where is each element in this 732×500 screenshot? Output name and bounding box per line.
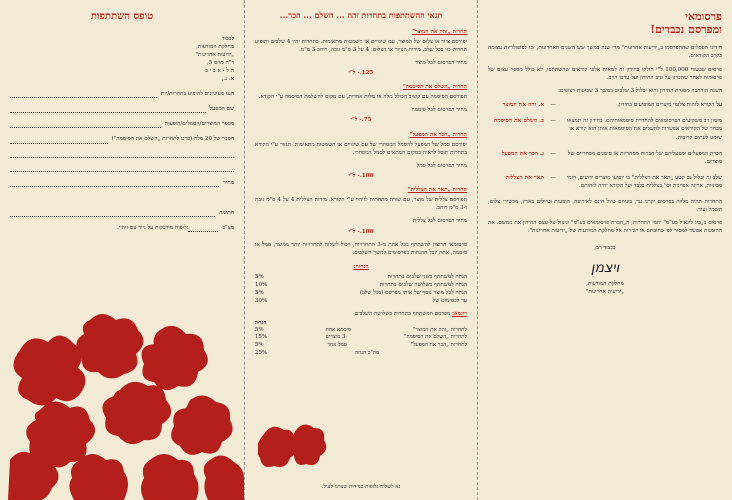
option-label: ב. השלם את הסיסמה bbox=[493, 118, 544, 125]
discount-row bbox=[255, 281, 467, 289]
puzzle-piece bbox=[171, 395, 233, 454]
field-label: מחיר bbox=[223, 179, 234, 186]
option-text: על הקורא לזהות צלומי מוצרים המופיעים בחידון. bbox=[617, 101, 722, 108]
field-label: מצ"ב bbox=[222, 224, 234, 231]
combo-pct: 15% bbox=[255, 334, 267, 341]
option-know-factory: הכרת המפעלים ומפעליהם של חברות מסחריות או סימנים מסחריים של מוצרים. — ג. הכר את המפעל bbox=[488, 150, 722, 166]
form-field-signature[interactable] bbox=[10, 209, 234, 217]
price-value: 100.- ל"י bbox=[348, 228, 374, 235]
form-field-blank[interactable] bbox=[10, 165, 234, 172]
small-puzzle-pieces-graphic bbox=[258, 420, 328, 470]
discount-pct: 10% bbox=[255, 282, 268, 289]
enclosed-text: גלופות מודבקות על נייר עם זיהוי. bbox=[117, 224, 189, 231]
price-value: 75.- ל"י bbox=[350, 117, 372, 124]
section-text: תפורסם הסיסמה עם קוצוב הכולל מלה או מלות אחדות, עם מקום להשלמת הסיסמה ע"י הקורא. bbox=[258, 94, 467, 101]
puzzle-piece bbox=[142, 326, 208, 390]
section-text: יפורסם סמל של המפעל להסמל המסחרי של עם שינויים או השמטות מתאימות. תגזור ע"י הקורא בתחרות תוכל לראות במקום המתאים לסמל המסחרי. bbox=[255, 141, 467, 156]
intro-paragraph: השנה הורחבה מסגרת החידון והוא יכלול 3 שלבים במשך 3 שבועות רצופים: bbox=[558, 87, 722, 94]
puzzle-piece bbox=[141, 454, 199, 500]
terms-title: תנאי ההשתתפות בתחרות זהה ... השלם ... הכר... bbox=[279, 10, 443, 20]
signature-handwritten: ויצמן bbox=[590, 259, 620, 276]
address-line: מחלקת המודעות, bbox=[196, 43, 234, 50]
option-text: הכרת המפעלים ומפעליהם של חברות מסחריות או סימנים מסחריים של מוצרים. bbox=[567, 150, 722, 165]
puzzle-piece bbox=[290, 424, 326, 465]
discount-text: עד לכסימום של bbox=[432, 298, 467, 305]
price-value: 100.- ל"י bbox=[348, 173, 374, 180]
combo-row bbox=[255, 342, 467, 350]
combo-header: הנחה bbox=[255, 319, 267, 326]
field-label: הסבר של 20 מלה (פרט לתחרות „השלם את הסיסמה") bbox=[111, 136, 234, 143]
section-text: תפורסם צללית של מוצר, עם שורה מתחתיה לזיהוי ע"י הקורא. מידות הצללית 4 על 4 ס"מ גובה ו-3 ס"מ רוחב. bbox=[255, 197, 467, 212]
discount-pct: 5% bbox=[255, 290, 264, 297]
option-text: מימון רב משקיעים הפרסומאים להחדרת סיסמאותיהם. בחידון זה תמצאו מבחר של הקוראים אפשרות להשלים את הסיסמאות אותן הוא קורא או שומע לעתים קרובות. bbox=[566, 118, 722, 141]
field-label: מספר המוצרים/הסמלים/הופעות bbox=[164, 121, 234, 128]
discount-row bbox=[255, 289, 467, 297]
closing-paragraph: פרסום ב„ביג ליגאיל בע"מ" יוזמי התחרות, ה„חברת פרסומאים בע"מ" וניצול על עצם החידון את ממשם. את ההזמנות אפשר למסור לפי כתובתם או ישירות אל מחלקת המודעות של „ידיעות אחרונות". bbox=[488, 220, 722, 235]
form-field-explanation[interactable] bbox=[10, 135, 234, 143]
discount-row bbox=[255, 273, 467, 281]
price-value: 125.- ל"י bbox=[348, 70, 374, 77]
discount-pct: 5% bbox=[255, 274, 264, 280]
intro-paragraph: פרסים שבשווי 100,000 ל"י חולקו בחידון זה למאות אלפי קוראים שהשתתפו, לא כולל מספר עצום של פרסומות לאחר שהכרזו על טיב החידון ועל ערכו הרב. bbox=[488, 66, 722, 81]
paper-name: „ידיעות אחרונות" bbox=[585, 289, 625, 296]
form-field-blank[interactable] bbox=[10, 151, 234, 158]
address-line: ר"ח מוזס 5, bbox=[206, 59, 234, 66]
combo-pct: 5% bbox=[255, 342, 264, 349]
puzzle-pieces-graphic bbox=[0, 310, 244, 500]
section-head: תחרות „הכר את המפעל" bbox=[409, 131, 467, 138]
discount-row bbox=[255, 297, 467, 305]
address-line: „ידיעות אחרונות" bbox=[195, 51, 234, 58]
puzzle-piece bbox=[76, 314, 143, 379]
example-text: מפרסם המשתתף בתחרות בשלושת השלבים bbox=[354, 311, 451, 318]
combo-contest: לתחרות „השלם את הסיסמה" bbox=[404, 334, 467, 341]
intro-title-line1: פרסומאי bbox=[685, 10, 722, 23]
intro-title-line2: ומפרסם נכבדים! bbox=[650, 23, 722, 37]
option-text: שלב זה יכלול נם קטע „תאר את הצללית" בו יופיעו מוצרים ידועים, דגמי מכוניות, אריזה אפיינית וכו' בצללית בלבד ועל הקורא יהיה לזהותם. bbox=[566, 174, 722, 189]
form-address bbox=[10, 35, 234, 84]
discount-text: הנחה למשתתף בשלושה שלבים בתחרות bbox=[379, 282, 467, 289]
puzzle-piece bbox=[204, 455, 244, 500]
form-title: טופס השתתפות bbox=[90, 11, 154, 22]
intro-paragraph: חידוני הפסלים שהתפרסמו ב„ידיעות אחרונות" מדי שנה במשך שש השנים האחרונות, זכו לפופולריות עצומה בקרב הקוראים. bbox=[488, 45, 722, 60]
combo-item: 3 מוצרים bbox=[325, 334, 346, 341]
field-label: חתימה bbox=[219, 209, 234, 216]
dept-text: מחלקת המודעות, bbox=[586, 280, 624, 287]
option-label: תאר את הצללית bbox=[505, 174, 544, 181]
discount-pct: 30% bbox=[255, 298, 268, 305]
field-label: הננו מעוניינים להופיע בתחרות/יות bbox=[160, 91, 234, 98]
option-label: א. זהה את המוצר bbox=[502, 101, 544, 108]
discount-intro: פרסומאי הרוצה להשתתף בכל אחת מ-3 התחרויות, ויכול לשלוח לתחרויות יותר ממוצר, סמל או סיסמה, אתה יוכל ההנחות בפרסומים למשך השלבים: bbox=[255, 241, 467, 256]
price-label: מחיר הפרסום לכל מוצר bbox=[415, 59, 467, 66]
address-line: לכבוד bbox=[221, 35, 234, 42]
option-complete-slogan: מימון רב משקיעים הפרסומאים להחדרת סיסמאותיהם. בחידון זה תמצאו מבחר של הקוראים אפשרות להשלים את הסיסמאות אותן הוא קורא או שומע לעתים קרובות. — ב. השלם את הסיסמה bbox=[488, 117, 722, 141]
discounts-head: הנחות: bbox=[353, 263, 369, 270]
form-field-contests[interactable] bbox=[10, 90, 234, 98]
intro-column bbox=[478, 0, 732, 500]
combo-contest: לתחרות „הכר את המפעל" bbox=[410, 342, 467, 349]
form-field-price[interactable] bbox=[10, 179, 234, 187]
intro-title bbox=[488, 10, 722, 36]
price-label: מחיר הפרסום לכל סיסמה bbox=[411, 107, 467, 114]
form-field-count[interactable] bbox=[10, 120, 234, 128]
regards-text: בכבוד רב, bbox=[594, 244, 616, 251]
price-label: מחיר הפרסום לכל סמל bbox=[416, 162, 467, 169]
field-label: שם המפעל bbox=[209, 106, 234, 113]
section-head: תחרות „תאר את הצללית" bbox=[407, 187, 467, 194]
combo-contest: לתחרות „זהה את המוצר" bbox=[412, 326, 467, 333]
discount-text: הנחה למשתתף בשני שלבים בתחרות bbox=[387, 274, 467, 280]
address-line: א. נ., bbox=[221, 76, 234, 83]
option-identify-product: על הקורא לזהות צלומי מוצרים המופיעים בחידון. — א. זהה את המוצר bbox=[488, 101, 722, 109]
form-field-factory-name[interactable] bbox=[10, 105, 234, 113]
address-line: ת ל - א ב י ב bbox=[205, 67, 234, 74]
price-label: מחיר הפרסום לכל צללית bbox=[412, 218, 467, 225]
discount-text: הנחה לכל מוצר נוסף של אותו מפרסם (בכל שלב) bbox=[359, 290, 467, 297]
combo-item: סיסמא אחת bbox=[325, 326, 351, 333]
form-field-enclosed[interactable] bbox=[10, 224, 234, 232]
combo-row bbox=[255, 350, 467, 358]
footnote: נא לשלוח גלופות במידות שצוינו לעיל. bbox=[321, 484, 401, 491]
closing-paragraph: התחרות תהיה מלווה בפרסום יקרני ער, ביניהם טיול חינם לאירופה, הופעות וטיולים בארץ, מכשירי צלום, תשמל ועוד. bbox=[488, 199, 722, 214]
combo-item: סה"כ הנחה bbox=[354, 350, 380, 357]
option-silhouette: שלב זה יכלול נם קטע „תאר את הצללית" בו יופיעו מוצרים ידועים, דגמי מכוניות, אריזה אפיינית וכו' בצללית בלבד ועל הקורא יהיה לזהותם. — תאר את הצללית bbox=[488, 174, 722, 190]
puzzle-piece bbox=[13, 335, 85, 405]
section-text: יפורסם ציור או צלום של המוצר, עם שינויים או השמטות מתאימות. בתחרות יהיו 4 שלבים ותופיע תחרות כזו בכל שלב. מידות הציור או הצלום: 4 על 3 ס"מ גובה, רוחב 3 ס"מ. bbox=[255, 38, 467, 53]
option-label: ג. הכר את המפעל bbox=[501, 150, 544, 157]
puzzle-piece bbox=[102, 382, 171, 444]
combo-item: סמל אחד bbox=[327, 342, 347, 349]
combo-pct: 5% bbox=[255, 326, 264, 333]
example-head: דוגמא: bbox=[452, 311, 467, 318]
section-head: תחרות „זהה את המוצר" bbox=[412, 28, 467, 35]
section-head: תחרות „השלם את הסיסמה" bbox=[402, 84, 467, 91]
combo-pct: 25% bbox=[255, 350, 267, 357]
